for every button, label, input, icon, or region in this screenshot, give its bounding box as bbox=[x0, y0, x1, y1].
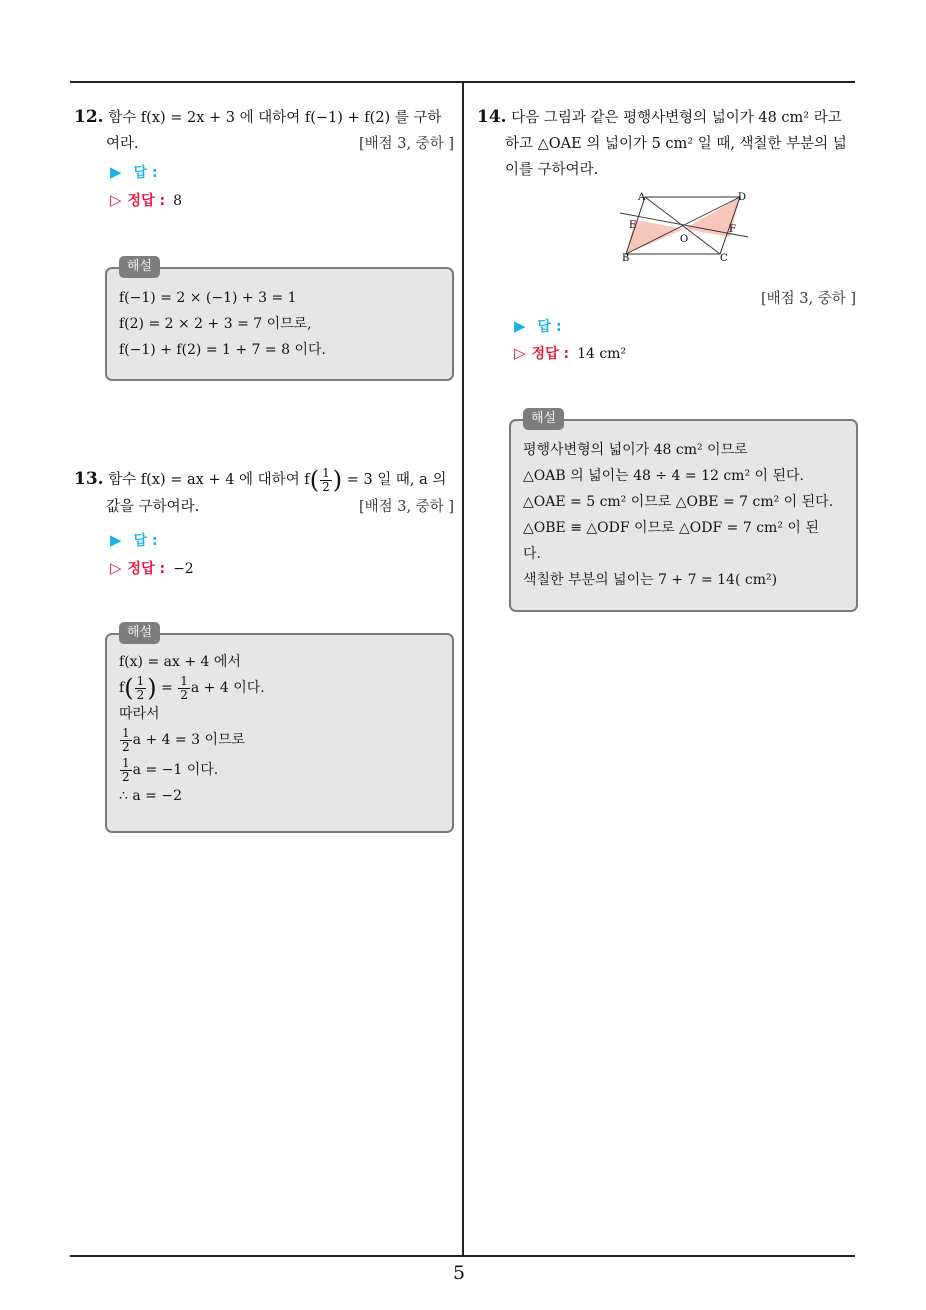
label-c: C bbox=[720, 253, 728, 264]
correct-answer-line bbox=[110, 558, 194, 578]
question-text: 여라. bbox=[106, 136, 139, 152]
solution-line: f(−1) + f(2) = 1 + 7 = 8 이다. bbox=[119, 342, 326, 358]
parallelogram-figure bbox=[612, 187, 762, 267]
label-o: O bbox=[680, 234, 689, 245]
correct-value: 8 bbox=[173, 193, 182, 209]
question-text: 함수 f(x) = ax + 4 에 대하여 f bbox=[108, 472, 310, 488]
solution-line: f(x) = ax + 4 에서 bbox=[119, 654, 241, 670]
bottom-rule bbox=[70, 1255, 855, 1257]
correct-answer-line bbox=[514, 343, 626, 363]
solution-line: △OAB 의 넓이는 48 ÷ 4 = 12 cm² 이 된다. bbox=[523, 468, 804, 484]
solution-line: f(−1) = 2 × (−1) + 3 = 1 bbox=[119, 290, 297, 306]
play-icon: ▶ bbox=[514, 317, 526, 335]
score-meta: [배점 3, 중하 ] bbox=[358, 136, 454, 152]
correct-answer-line bbox=[110, 190, 182, 210]
question-text: 값을 구하여라. bbox=[106, 498, 200, 515]
question-12 bbox=[74, 104, 454, 157]
page-number: 5 bbox=[453, 1262, 466, 1284]
solution-line: f( $\frac{1}{2}$ ) = $\frac{1}{2}$ a + 4 이다. bbox=[119, 673, 265, 702]
solution-line: 따라서 bbox=[119, 706, 160, 722]
question-text: 이를 구하여라. bbox=[505, 162, 599, 178]
outline-play-icon: ▷ bbox=[110, 191, 122, 209]
question-text: 하고 △OAE 의 넓이가 5 cm² 일 때, 색칠한 부분의 넓 bbox=[505, 136, 847, 152]
question-text: 함수 f(x) = 2x + 3 에 대하여 f(−1) + f(2) 를 구하 bbox=[108, 110, 442, 126]
solution-line: 다. bbox=[523, 546, 541, 562]
answer-label: 답 : bbox=[133, 533, 158, 549]
solution-line: △OAE = 5 cm² 이므로 △OBE = 7 cm² 이 된다. bbox=[523, 494, 834, 510]
solution-tag: 해설 bbox=[119, 622, 160, 644]
solution-line: 평행사변형의 넓이가 48 cm² 이므로 bbox=[523, 442, 748, 458]
solution-line: $\frac{1}{2}$ a + 4 = 3 이므로 bbox=[122, 725, 246, 754]
solution-box bbox=[509, 411, 858, 612]
question-text: 다음 그림과 같은 평행사변형의 넓이가 48 cm² 라고 bbox=[511, 110, 842, 126]
label-b: B bbox=[622, 253, 630, 264]
fraction: $\frac{1}{2}$ bbox=[322, 465, 330, 494]
correct-label: 정답 : bbox=[127, 193, 166, 209]
play-icon: ▶ bbox=[110, 163, 122, 181]
question-number: 14. bbox=[477, 107, 507, 127]
score-meta: [배점 3, 중하 ] bbox=[358, 498, 454, 515]
solution-line: △OBE ≡ △ODF 이므로 △ODF = 7 cm² 이 된 bbox=[523, 520, 819, 536]
label-d: D bbox=[738, 192, 747, 203]
label-a: A bbox=[638, 192, 646, 203]
solution-line: $\frac{1}{2}$ a = −1 이다. bbox=[122, 755, 219, 784]
solution-box bbox=[105, 259, 454, 381]
solution-line: 색칠한 부분의 넓이는 7 + 7 = 14( cm²) bbox=[523, 572, 778, 588]
answer-line bbox=[514, 316, 562, 336]
column-divider bbox=[462, 81, 464, 1256]
question-14 bbox=[477, 104, 857, 183]
solution-tag: 해설 bbox=[523, 408, 564, 430]
label-e: E bbox=[629, 220, 637, 231]
solution-box bbox=[105, 625, 454, 833]
correct-label: 정답 : bbox=[127, 561, 166, 577]
answer-label: 답 : bbox=[133, 165, 158, 181]
correct-value: 14 cm² bbox=[577, 346, 627, 362]
play-icon: ▶ bbox=[110, 531, 122, 549]
answer-line bbox=[110, 530, 158, 550]
correct-value: −2 bbox=[173, 561, 194, 577]
question-number: 13. bbox=[74, 469, 104, 489]
solution-tag: 해설 bbox=[119, 256, 160, 278]
score-meta: [배점 3, 중하 ] bbox=[760, 291, 856, 307]
outline-play-icon: ▷ bbox=[110, 559, 122, 577]
outline-play-icon: ▷ bbox=[514, 344, 526, 362]
correct-label: 정답 : bbox=[531, 346, 570, 362]
solution-line: f(2) = 2 × 2 + 3 = 7 이므로, bbox=[119, 316, 312, 332]
answer-label: 답 : bbox=[537, 319, 562, 335]
question-13: 13. 함수 f(x) = ax + 4 에 대하여 f( $\frac{1}{2}$ ) = 3 일 때, a 의 값을 구하여라. [배점 3, 중하 ] bbox=[74, 466, 454, 520]
label-f: F bbox=[729, 224, 736, 235]
question-text: = 3 일 때, a 의 bbox=[346, 472, 447, 488]
solution-line: ∴ a = −2 bbox=[119, 788, 182, 804]
answer-line bbox=[110, 162, 158, 182]
question-number: 12. bbox=[74, 107, 104, 127]
